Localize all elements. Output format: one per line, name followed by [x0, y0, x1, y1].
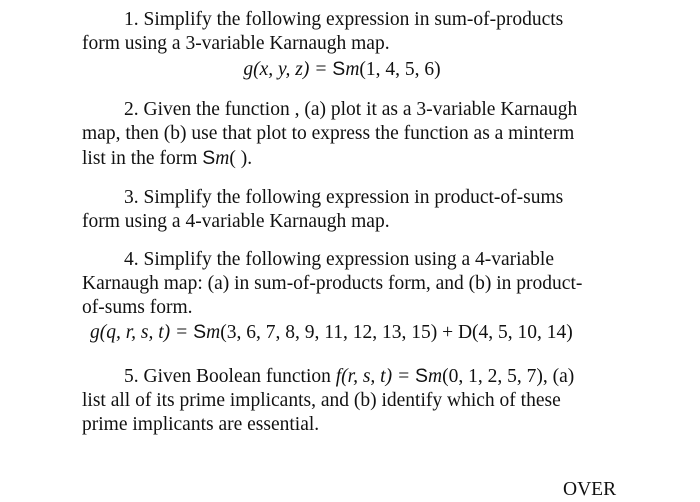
problem-4 [82, 248, 642, 320]
sigma-symbol: S [202, 147, 216, 169]
problem-4-line-2: Karnaugh map: (a) in sum-of-products form, and (b) in product- [82, 273, 583, 294]
formula-m: m [206, 322, 221, 343]
problem-2-line-3: list in the form Sm( ). [82, 147, 253, 169]
problem-3-line-1: 3. Simplify the following expression in product-of-sums [124, 187, 564, 208]
formula-lhs: g(q, r, s, t) = [90, 322, 194, 343]
formula-args: (3, 6, 7, 8, 9, 11, 12, 13, 15) + D(4, 5, 10, 14) [220, 322, 573, 343]
formula-m: m [345, 59, 360, 80]
formula-m: m [215, 148, 230, 169]
problem-2-line-1: 2. Given the function , (a) plot it as a 3-variable Karnaugh [124, 99, 578, 120]
problem-5-line-3: prime implicants are essential. [82, 414, 320, 435]
formula-m: m [428, 366, 443, 387]
problem-2 [82, 98, 642, 171]
over-label: OVER [563, 479, 617, 500]
problem-1 [82, 8, 642, 56]
sigma-symbol: S [415, 365, 429, 387]
problem-3-line-2: form using a 4-variable Karnaugh map. [82, 211, 390, 232]
formula-lhs: g(x, y, z) = [243, 59, 333, 80]
problem-5-line-1: 5. Given Boolean function f(r, s, t) = Sm(0, 1, 2, 5, 7), (a) [124, 365, 575, 387]
problem-4-line-3: of-sums form. [82, 297, 193, 318]
function-name: f(r, s, t) = [335, 366, 415, 387]
problem-5-line-1-text: 5. Given Boolean function [124, 366, 336, 387]
sigma-symbol: S [193, 321, 207, 343]
problem-5-line-2: list all of its prime implicants, and (b) identify which of these [82, 390, 561, 411]
problem-1-line-1: 1. Simplify the following expression in sum-of-products [124, 9, 564, 30]
formula-args: (1, 4, 5, 6) [359, 59, 441, 80]
problem-5 [82, 364, 642, 437]
problem-3 [82, 186, 642, 234]
sigma-symbol: S [332, 58, 346, 80]
problem-1-formula [82, 57, 602, 82]
problem-4-line-1: 4. Simplify the following expression using a 4-variable [124, 249, 555, 270]
problem-2-line-3-text: list in the form [82, 148, 203, 169]
problem-4-formula [90, 320, 573, 345]
problem-2-line-2: map, then (b) use that plot to express the function as a minterm [82, 123, 575, 144]
problem-1-line-2: form using a 3-variable Karnaugh map. [82, 33, 390, 54]
